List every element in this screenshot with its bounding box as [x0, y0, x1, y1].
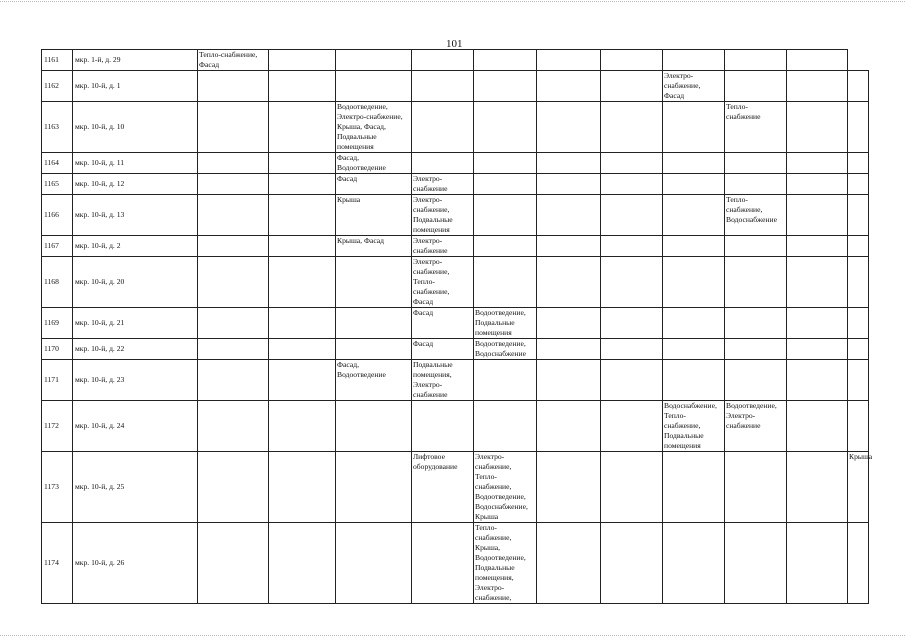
work-type-cell: [725, 50, 787, 71]
work-type-cell: [269, 401, 336, 452]
work-type-cell: [198, 523, 269, 604]
table-row: [42, 102, 869, 153]
work-type-cell: [601, 523, 663, 604]
work-type-cell: [269, 195, 336, 236]
table-row: [42, 523, 869, 604]
work-type-cell: Электро- снабжение, Фасад: [663, 71, 725, 102]
work-type-cell: [336, 452, 412, 523]
row-address: мкр. 10-й, д. 21: [73, 308, 198, 339]
work-type-cell: Водоснабжение, Тепло- снабжение, Подвальные помещения: [663, 401, 725, 452]
row-address: мкр. 10-й, д. 12: [73, 174, 198, 195]
work-type-cell: Электро- снабжение, Тепло- снабжение, Водоотведение, Водоснабжение, Крыша: [474, 452, 537, 523]
work-type-cell: [269, 102, 336, 153]
work-type-cell: [412, 71, 474, 102]
work-type-cell: [198, 452, 269, 523]
work-type-cell: [474, 236, 537, 257]
row-number: 1174: [42, 523, 73, 604]
work-type-cell: [474, 50, 537, 71]
work-type-cell: Крыша, Фасад: [336, 236, 412, 257]
work-type-cell: [537, 50, 601, 71]
work-type-cell: [787, 339, 848, 360]
work-type-cell: [725, 153, 787, 174]
page-top-edge: [0, 1, 905, 4]
work-type-cell: [474, 360, 537, 401]
work-type-cell: [787, 102, 848, 153]
work-type-cell: [474, 195, 537, 236]
work-type-cell: [787, 195, 848, 236]
row-number: 1166: [42, 195, 73, 236]
work-type-cell: Водоотведение, Электро-снабжение, Крыша, Фасад, Подвальные помещения: [336, 102, 412, 153]
work-type-cell: [848, 401, 869, 452]
row-number: 1168: [42, 257, 73, 308]
work-type-cell: [601, 360, 663, 401]
work-type-cell: [663, 257, 725, 308]
work-type-cell: [336, 523, 412, 604]
work-type-cell: [663, 308, 725, 339]
table-row: [42, 401, 869, 452]
work-type-cell: [601, 339, 663, 360]
table-row: [42, 195, 869, 236]
work-type-cell: [474, 174, 537, 195]
work-type-cell: [474, 71, 537, 102]
work-type-cell: [537, 195, 601, 236]
row-address: мкр. 10-й, д. 11: [73, 153, 198, 174]
work-type-cell: [725, 236, 787, 257]
work-type-cell: [412, 153, 474, 174]
work-type-cell: [848, 174, 869, 195]
work-type-cell: [848, 360, 869, 401]
work-type-cell: [725, 308, 787, 339]
work-type-cell: [198, 174, 269, 195]
row-number: 1162: [42, 71, 73, 102]
row-address: мкр. 10-й, д. 13: [73, 195, 198, 236]
work-type-cell: [269, 236, 336, 257]
table-row: [42, 236, 869, 257]
work-type-cell: [198, 153, 269, 174]
work-type-cell: [787, 50, 848, 71]
work-type-cell: [269, 174, 336, 195]
work-type-cell: [663, 102, 725, 153]
work-type-cell: [725, 174, 787, 195]
work-type-cell: [198, 257, 269, 308]
work-type-cell: [601, 401, 663, 452]
work-type-cell: Тепло- снабжение, Крыша, Водоотведение, Подвальные помещения, Электро- снабжение,: [474, 523, 537, 604]
table-row: [42, 257, 869, 308]
work-type-cell: [269, 360, 336, 401]
work-type-cell: [412, 401, 474, 452]
work-type-cell: [198, 195, 269, 236]
work-type-cell: [601, 236, 663, 257]
work-type-cell: Водоотведение, Электро- снабжение: [725, 401, 787, 452]
row-number: 1169: [42, 308, 73, 339]
work-type-cell: [537, 71, 601, 102]
row-address: мкр. 10-й, д. 25: [73, 452, 198, 523]
row-address: мкр. 10-й, д. 26: [73, 523, 198, 604]
row-number: 1171: [42, 360, 73, 401]
work-type-cell: [787, 153, 848, 174]
work-type-cell: [336, 71, 412, 102]
work-type-cell: Водоотведение, Водоснабжение: [474, 339, 537, 360]
work-type-cell: [787, 401, 848, 452]
row-number: 1172: [42, 401, 73, 452]
work-type-cell: [848, 523, 869, 604]
work-type-cell: [198, 102, 269, 153]
work-type-cell: [269, 50, 336, 71]
work-type-cell: [198, 360, 269, 401]
row-address: мкр. 10-й, д. 10: [73, 102, 198, 153]
work-type-cell: [601, 174, 663, 195]
table-row: [42, 50, 869, 71]
work-type-cell: Тепло- снабжение: [725, 102, 787, 153]
work-type-cell: [269, 153, 336, 174]
row-number: 1163: [42, 102, 73, 153]
work-type-cell: [725, 339, 787, 360]
work-type-cell: [663, 236, 725, 257]
work-type-cell: [537, 401, 601, 452]
work-type-cell: [663, 360, 725, 401]
work-type-cell: Фасад: [412, 339, 474, 360]
work-type-cell: [198, 308, 269, 339]
row-address: мкр. 10-й, д. 22: [73, 339, 198, 360]
row-address: мкр. 10-й, д. 24: [73, 401, 198, 452]
work-type-cell: [601, 452, 663, 523]
work-type-cell: [269, 523, 336, 604]
register-body: [42, 50, 873, 604]
row-number: 1167: [42, 236, 73, 257]
table-row: [42, 339, 869, 360]
work-type-cell: [848, 195, 869, 236]
work-type-cell: [663, 153, 725, 174]
work-type-cell: [601, 153, 663, 174]
work-type-cell: Электро- снабжение, Тепло- снабжение, Фасад: [412, 257, 474, 308]
work-type-cell: [537, 153, 601, 174]
work-type-cell: Крыша: [848, 452, 869, 523]
work-type-cell: [537, 452, 601, 523]
work-type-cell: [725, 360, 787, 401]
work-type-cell: [725, 257, 787, 308]
table-row: [42, 153, 869, 174]
work-type-cell: Водоотведение, Подвальные помещения: [474, 308, 537, 339]
row-number: 1173: [42, 452, 73, 523]
work-type-cell: [336, 308, 412, 339]
table-row: [42, 308, 869, 339]
work-type-cell: [663, 174, 725, 195]
work-type-cell: Фасад, Водоотведение: [336, 360, 412, 401]
work-type-cell: [537, 174, 601, 195]
work-type-cell: [663, 195, 725, 236]
work-type-cell: [848, 153, 869, 174]
work-type-cell: [787, 71, 848, 102]
work-type-cell: Подвальные помещения, Электро- снабжение: [412, 360, 474, 401]
work-type-cell: [198, 236, 269, 257]
work-type-cell: [474, 401, 537, 452]
table-row: [42, 452, 869, 523]
work-type-cell: [198, 339, 269, 360]
work-type-cell: [198, 401, 269, 452]
work-type-cell: [725, 452, 787, 523]
work-type-cell: [336, 50, 412, 71]
work-type-cell: [474, 102, 537, 153]
register-table: [41, 49, 873, 604]
work-type-cell: [663, 523, 725, 604]
work-type-cell: [537, 308, 601, 339]
work-type-cell: [787, 257, 848, 308]
page-number: 101: [446, 38, 463, 50]
work-type-cell: [601, 195, 663, 236]
work-type-cell: [848, 257, 869, 308]
work-type-cell: [336, 339, 412, 360]
work-type-cell: [269, 71, 336, 102]
work-type-cell: [848, 308, 869, 339]
row-address: мкр. 10-й, д. 20: [73, 257, 198, 308]
work-type-cell: [787, 236, 848, 257]
work-type-cell: [474, 153, 537, 174]
work-type-cell: Тепло-снабжение, Фасад: [198, 50, 269, 71]
work-type-cell: [269, 339, 336, 360]
row-address: мкр. 10-й, д. 1: [73, 71, 198, 102]
work-type-cell: Фасад: [336, 174, 412, 195]
work-type-cell: [412, 102, 474, 153]
work-type-cell: [601, 102, 663, 153]
work-type-cell: [601, 308, 663, 339]
work-type-cell: [663, 452, 725, 523]
work-type-cell: [663, 50, 725, 71]
work-type-cell: [601, 257, 663, 308]
work-type-cell: [537, 339, 601, 360]
work-type-cell: Тепло- снабжение, Водоснабжение: [725, 195, 787, 236]
work-type-cell: [537, 257, 601, 308]
work-type-cell: [848, 236, 869, 257]
work-type-cell: [725, 523, 787, 604]
work-type-cell: [848, 102, 869, 153]
work-type-cell: [336, 401, 412, 452]
work-type-cell: Электро- снабжение: [412, 174, 474, 195]
row-number: 1161: [42, 50, 73, 71]
work-type-cell: [848, 339, 869, 360]
work-type-cell: [269, 308, 336, 339]
work-type-cell: [474, 257, 537, 308]
row-address: мкр. 10-й, д. 2: [73, 236, 198, 257]
work-type-cell: Фасад, Водоотведение: [336, 153, 412, 174]
page-bottom-edge: [0, 635, 905, 638]
work-type-cell: [601, 71, 663, 102]
table-row: [42, 360, 869, 401]
work-type-cell: [663, 339, 725, 360]
work-type-cell: [848, 71, 869, 102]
work-type-cell: [269, 257, 336, 308]
work-type-cell: [412, 523, 474, 604]
row-number: 1165: [42, 174, 73, 195]
work-type-cell: [537, 523, 601, 604]
work-type-cell: [787, 308, 848, 339]
work-type-cell: [537, 236, 601, 257]
work-type-cell: [725, 71, 787, 102]
work-type-cell: [336, 257, 412, 308]
work-type-cell: Фасад: [412, 308, 474, 339]
work-type-cell: [787, 174, 848, 195]
work-type-cell: [787, 360, 848, 401]
table-row: [42, 174, 869, 195]
work-type-cell: Лифтовое оборудование: [412, 452, 474, 523]
work-type-cell: Крыша: [336, 195, 412, 236]
work-type-cell: Электро- снабжение: [412, 236, 474, 257]
row-number: 1170: [42, 339, 73, 360]
work-type-cell: [412, 50, 474, 71]
work-type-cell: [537, 360, 601, 401]
work-type-cell: [269, 452, 336, 523]
work-type-cell: Электро- снабжение, Подвальные помещения: [412, 195, 474, 236]
row-address: мкр. 10-й, д. 23: [73, 360, 198, 401]
table-row: [42, 71, 869, 102]
work-type-cell: [787, 523, 848, 604]
row-address: мкр. 1-й, д. 29: [73, 50, 198, 71]
work-type-cell: [787, 452, 848, 523]
work-type-cell: [198, 71, 269, 102]
row-number: 1164: [42, 153, 73, 174]
work-type-cell: [601, 50, 663, 71]
work-type-cell: [537, 102, 601, 153]
